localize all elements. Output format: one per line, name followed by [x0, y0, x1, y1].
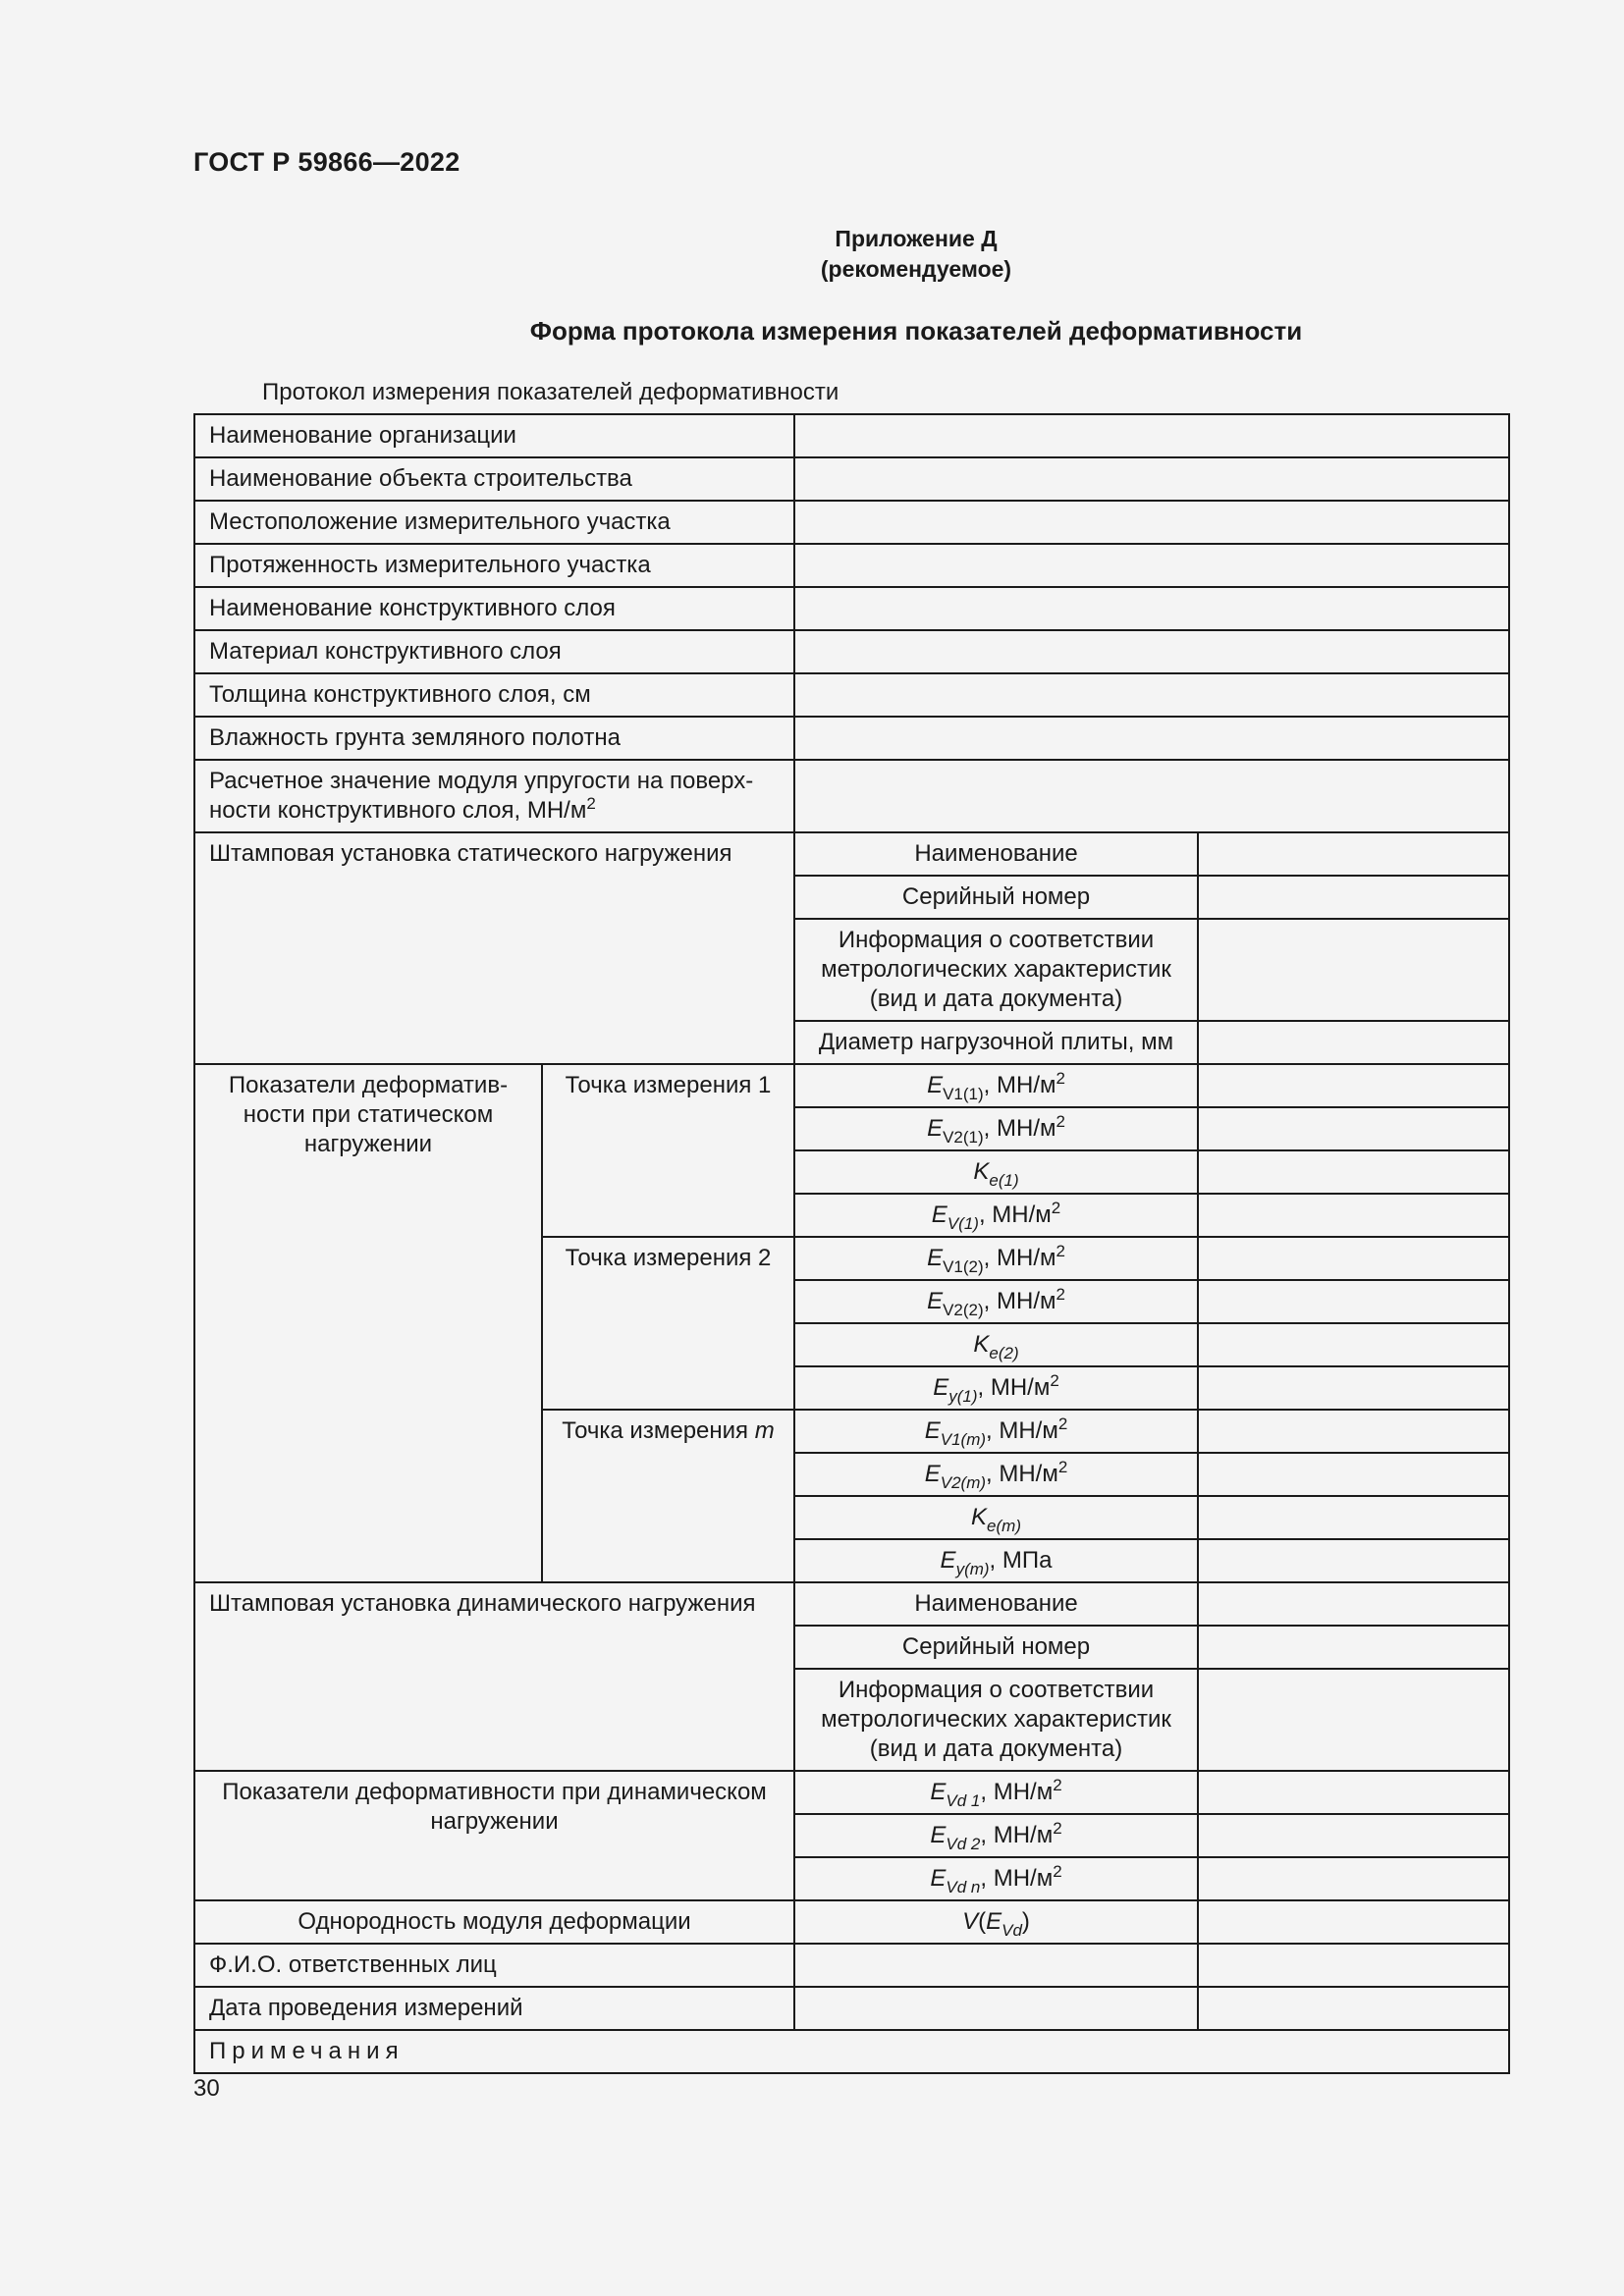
- page-number: 30: [193, 2075, 220, 2102]
- param-label: $E_{Vd 2}$, $МН/м^2$: [794, 1814, 1198, 1857]
- param-label: $E_{Vd 1}$, $МН/м^2$: [794, 1771, 1198, 1814]
- table-row: [194, 2030, 1509, 2073]
- measurement-point-m: Точка измерения m: [542, 1410, 794, 1582]
- value-cell[interactable]: [1198, 1814, 1509, 1857]
- value-cell[interactable]: [1198, 919, 1509, 1021]
- value-cell[interactable]: [1198, 1150, 1509, 1194]
- appendix-heading: [0, 224, 1624, 285]
- protocol-table: [193, 413, 1510, 2074]
- static-indicators-label: Показатели деформатив-ности при статическом нагружении: [194, 1064, 542, 1582]
- table-row: [194, 1771, 1509, 1814]
- param-label: $E_{y(m)}$, МПа: [794, 1539, 1198, 1582]
- param-label: $K_{e(1)}$: [794, 1150, 1198, 1194]
- row-label: Наименование организации: [194, 414, 794, 457]
- value-cell[interactable]: [794, 544, 1509, 587]
- standard-code: ГОСТ Р 59866—2022: [193, 147, 460, 177]
- value-cell[interactable]: [1198, 1771, 1509, 1814]
- param-label: $E_{V2(m)}$, $МН/м^2$: [794, 1453, 1198, 1496]
- param-label: $K_{e(2)}$: [794, 1323, 1198, 1366]
- row-label: [194, 760, 794, 832]
- param-label: Наименование: [794, 832, 1198, 876]
- param-label: $E_{V2(1)}$, $МН/м^2$: [794, 1107, 1198, 1150]
- param-label: $E_{V1(1)}$, $МН/м^2$: [794, 1064, 1198, 1107]
- table-row: [194, 544, 1509, 587]
- notes-cell[interactable]: [194, 2030, 1509, 2073]
- unit-exponent: 2: [586, 794, 596, 813]
- param-label: $E_{y(1)}$, $МН/м^2$: [794, 1366, 1198, 1410]
- responsible-label: Ф.И.О. ответственных лиц: [194, 1944, 794, 1987]
- value-cell[interactable]: [1198, 1496, 1509, 1539]
- row-label: Наименование объекта строительства: [194, 457, 794, 501]
- table-row: [194, 832, 1509, 876]
- modulus-label: Расчетное значение модуля упругости на поверх-ности конструктивного слоя, МН/м: [209, 768, 754, 824]
- measurement-point-2: Точка измерения 2: [542, 1237, 794, 1410]
- param-label: $E_{V1(m)}$, $МН/м^2$: [794, 1410, 1198, 1453]
- param-label: $E_{Vd n}$, $МН/м^2$: [794, 1857, 1198, 1900]
- param-label: $E_{V2(2)}$, $МН/м^2$: [794, 1280, 1198, 1323]
- param-label: Наименование: [794, 1582, 1198, 1626]
- value-cell[interactable]: [794, 457, 1509, 501]
- value-cell[interactable]: [1198, 1539, 1509, 1582]
- value-cell[interactable]: [1198, 1944, 1509, 1987]
- table-row: [194, 1582, 1509, 1626]
- table-caption: Протокол измерения показателей деформативности: [262, 379, 839, 405]
- dynamic-indicators-label: Показатели деформативности при динамическом нагружении: [194, 1771, 794, 1900]
- value-cell[interactable]: [794, 630, 1509, 673]
- value-cell[interactable]: [1198, 1582, 1509, 1626]
- row-label: Влажность грунта земляного полотна: [194, 717, 794, 760]
- value-cell[interactable]: [1198, 1021, 1509, 1064]
- param-label: $E_{V1(2)}$, $МН/м^2$: [794, 1237, 1198, 1280]
- row-label: Толщина конструктивного слоя, см: [194, 673, 794, 717]
- appendix-title: Приложение Д: [835, 226, 998, 251]
- date-label: Дата проведения измерений: [194, 1987, 794, 2030]
- value-cell[interactable]: [1198, 1410, 1509, 1453]
- value-cell[interactable]: [1198, 1237, 1509, 1280]
- value-cell[interactable]: [1198, 1323, 1509, 1366]
- value-cell[interactable]: [1198, 1626, 1509, 1669]
- homogeneity-label: Однородность модуля деформации: [194, 1900, 794, 1944]
- value-cell[interactable]: [794, 717, 1509, 760]
- value-cell[interactable]: [1198, 1857, 1509, 1900]
- table-row: [194, 1064, 1509, 1107]
- table-row: [194, 673, 1509, 717]
- appendix-note: (рекомендуемое): [820, 256, 1012, 282]
- value-cell[interactable]: [794, 414, 1509, 457]
- dynamic-device-label: Штамповая установка динамического нагружения: [194, 1582, 794, 1771]
- row-label: Материал конструктивного слоя: [194, 630, 794, 673]
- param-label: Серийный номер: [794, 1626, 1198, 1669]
- measurement-point-1: Точка измерения 1: [542, 1064, 794, 1237]
- value-cell[interactable]: [794, 587, 1509, 630]
- table-row: [194, 414, 1509, 457]
- param-label: Серийный номер: [794, 876, 1198, 919]
- value-cell[interactable]: [1198, 1900, 1509, 1944]
- value-cell[interactable]: [1198, 1280, 1509, 1323]
- value-cell[interactable]: [794, 1944, 1198, 1987]
- table-row: [194, 630, 1509, 673]
- value-cell[interactable]: [794, 1987, 1198, 2030]
- table-row: [194, 1987, 1509, 2030]
- static-device-label: Штамповая установка статического нагружения: [194, 832, 794, 1064]
- row-label: Местоположение измерительного участка: [194, 501, 794, 544]
- param-label: Информация о соответствии метрологических характеристик (вид и дата документа): [794, 919, 1198, 1021]
- param-label: $K_{e(m)}$: [794, 1496, 1198, 1539]
- param-label: $V(E_{Vd})$: [794, 1900, 1198, 1944]
- table-row: [194, 717, 1509, 760]
- value-cell[interactable]: [1198, 876, 1509, 919]
- value-cell[interactable]: [1198, 1194, 1509, 1237]
- table-row: [194, 760, 1509, 832]
- table-row: [194, 1944, 1509, 1987]
- value-cell[interactable]: [794, 760, 1509, 832]
- form-title: Форма протокола измерения показателей деформативности: [529, 316, 1303, 346]
- row-label: Наименование конструктивного слоя: [194, 587, 794, 630]
- param-label: Информация о соответствии метрологических характеристик (вид и дата документа): [794, 1669, 1198, 1771]
- param-label: Диаметр нагрузочной плиты, мм: [794, 1021, 1198, 1064]
- value-cell[interactable]: [1198, 1107, 1509, 1150]
- value-cell[interactable]: [1198, 1064, 1509, 1107]
- value-cell[interactable]: [1198, 1366, 1509, 1410]
- value-cell[interactable]: [794, 501, 1509, 544]
- table-row: [194, 457, 1509, 501]
- table-row: [194, 1900, 1509, 1944]
- value-cell[interactable]: [1198, 1453, 1509, 1496]
- table-row: [194, 501, 1509, 544]
- param-label: $E_{V(1)}$, $МН/м^2$: [794, 1194, 1198, 1237]
- notes-label: Примечания: [209, 2038, 405, 2064]
- row-label: Протяженность измерительного участка: [194, 544, 794, 587]
- value-cell[interactable]: [1198, 832, 1509, 876]
- value-cell[interactable]: [1198, 1669, 1509, 1771]
- value-cell[interactable]: [794, 673, 1509, 717]
- table-row: [194, 587, 1509, 630]
- value-cell[interactable]: [1198, 1987, 1509, 2030]
